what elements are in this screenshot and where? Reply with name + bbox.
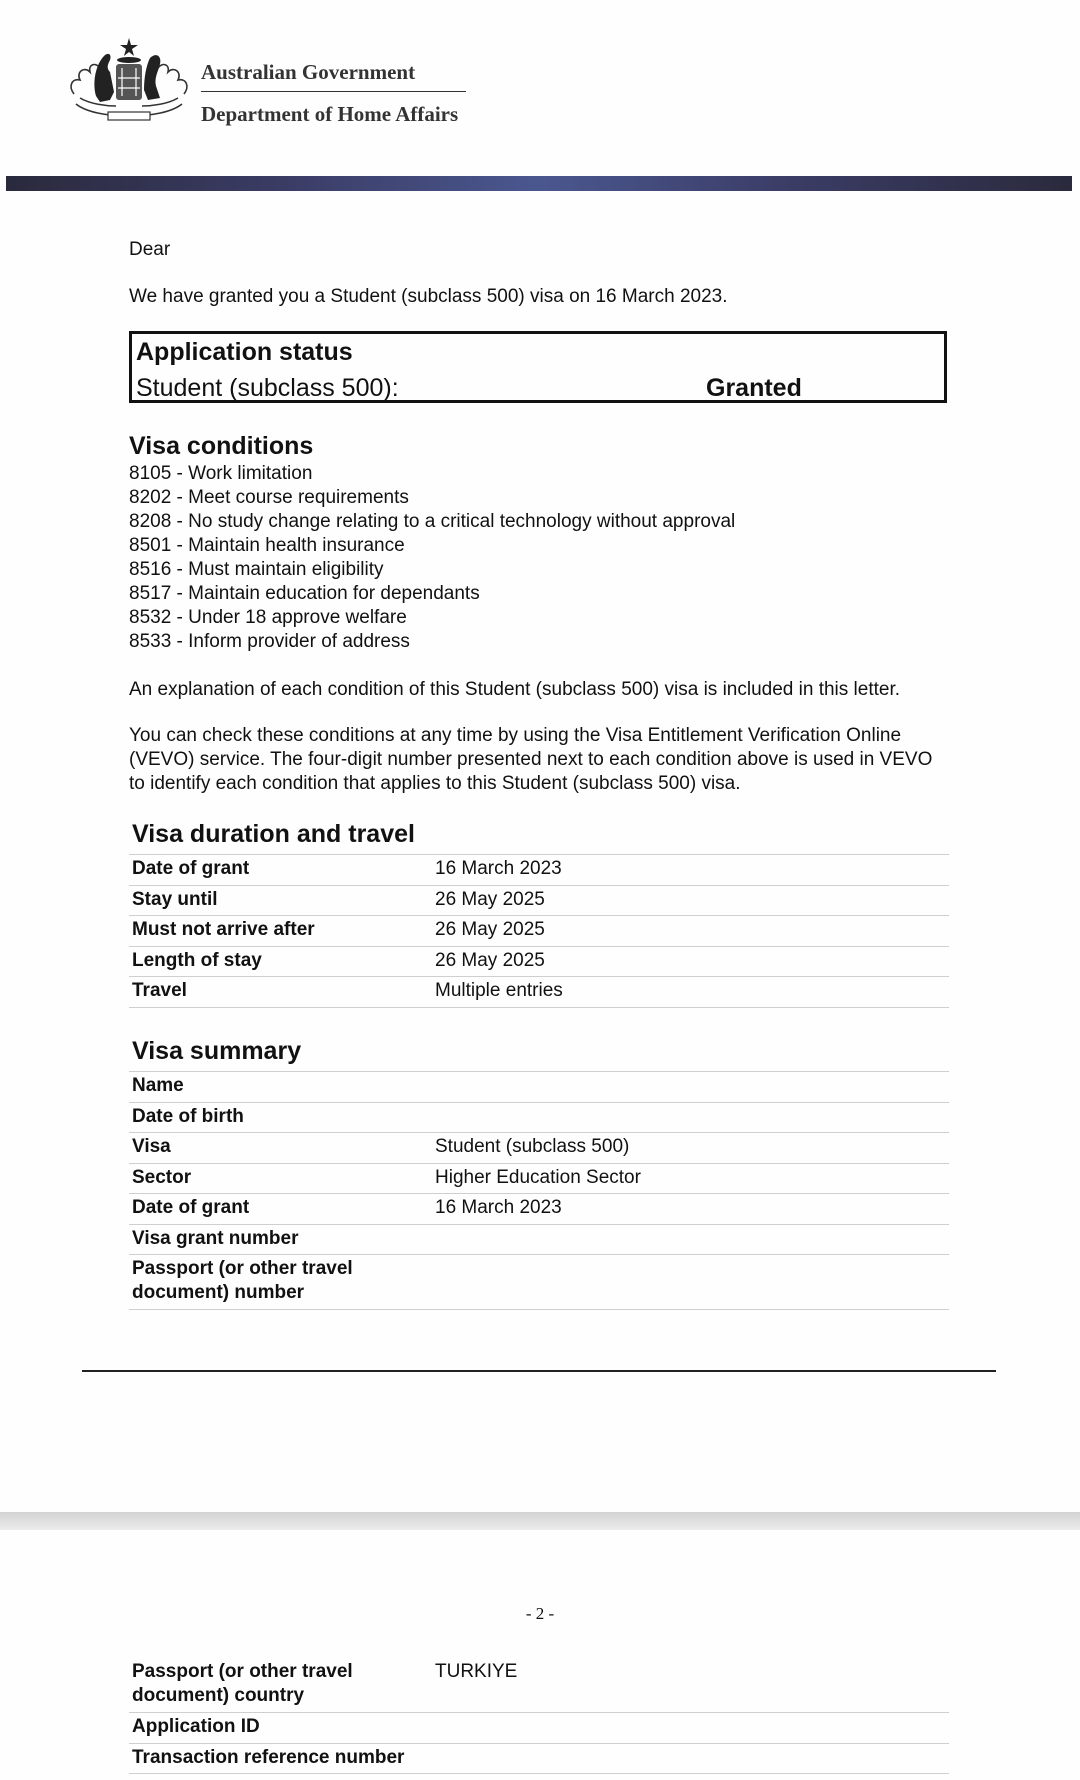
table-row (129, 1712, 949, 1743)
table-row (129, 885, 949, 916)
row-value (435, 1744, 949, 1746)
row-value: TURKIYE (435, 1661, 518, 1682)
row-label: Application ID (132, 1716, 260, 1737)
row-value: 26 May 2025 (435, 919, 545, 940)
row-value (392, 1255, 949, 1257)
row-value: Student (subclass 500) (435, 1136, 630, 1157)
table-row (129, 1224, 949, 1255)
row-label: Date of birth (132, 1105, 244, 1127)
row-label: Passport (or other travel document) number (132, 1258, 353, 1303)
table-row (129, 1071, 949, 1102)
row-label: Must not arrive after (132, 919, 315, 940)
application-status-box (129, 331, 947, 403)
grant-intro: We have granted you a Student (subclass 500) visa on 16 March 2023. (129, 286, 728, 307)
list-item: 8202 - Meet course requirements (129, 487, 409, 508)
row-label: Date of grant (132, 1197, 250, 1218)
table-row (129, 1743, 949, 1775)
table-row (129, 1163, 949, 1194)
row-label: Sector (132, 1166, 192, 1188)
visa-summary-table (129, 1071, 949, 1310)
row-label: Stay until (132, 888, 218, 910)
page-number: - 2 - (525, 1604, 555, 1623)
table-row (129, 946, 949, 977)
list-item: 8501 - Maintain health insurance (129, 535, 405, 556)
row-value (435, 1713, 949, 1715)
visa-duration-table (129, 854, 949, 1008)
row-value: Multiple entries (435, 980, 563, 1001)
row-value: 26 May 2025 (435, 949, 545, 971)
vevo-note: You can check these conditions at any time by using the Visa Entitlement Verification Online (VEVO) service. The four-digit number presented next to each condition above is used in VEVO to identify each condition that applies to this Student (subclass 500) visa. (129, 725, 933, 794)
row-value: 26 May 2025 (435, 888, 545, 910)
list-item: 8517 - Maintain education for dependants (129, 583, 480, 604)
table-row (129, 1193, 949, 1224)
application-status-label: Student (subclass 500): (136, 374, 399, 402)
row-label: Visa grant number (132, 1227, 299, 1249)
visa-conditions-list (129, 462, 735, 654)
row-value (435, 1072, 949, 1074)
list-item: 8532 - Under 18 approve welfare (129, 607, 407, 628)
letterhead (66, 34, 486, 129)
table-row (129, 915, 949, 946)
letter-page-2 (0, 1530, 1080, 1780)
visa-summary-continued-table (129, 1658, 949, 1774)
row-value: 16 March 2023 (435, 858, 562, 879)
row-label: Passport (or other travel document) country (132, 1661, 353, 1706)
visa-summary-title: Visa summary (132, 1037, 302, 1065)
application-status-value: Granted (706, 374, 802, 402)
row-value (435, 1103, 949, 1105)
row-label: Travel (132, 980, 187, 1001)
table-row (129, 1132, 949, 1163)
table-row (129, 1254, 949, 1310)
header-banner (6, 176, 1072, 191)
government-name: Australian Government (201, 60, 466, 92)
list-item: 8208 - No study change relating to a critical technology without approval (129, 511, 736, 532)
table-row (129, 1658, 949, 1712)
row-value: Higher Education Sector (435, 1166, 641, 1188)
list-item: 8533 - Inform provider of address (129, 631, 410, 652)
footer-rule (82, 1370, 996, 1372)
visa-conditions-title: Visa conditions (129, 432, 314, 460)
row-label: Visa (132, 1136, 171, 1157)
row-label: Date of grant (132, 858, 250, 879)
application-status-title: Application status (136, 338, 353, 366)
page-separator (0, 1512, 1080, 1530)
row-label: Transaction reference number (132, 1746, 405, 1768)
department-name: Department of Home Affairs (201, 102, 459, 126)
list-item: 8516 - Must maintain eligibility (129, 559, 384, 580)
table-row (129, 976, 949, 1008)
greeting: Dear (129, 239, 171, 260)
row-value (435, 1225, 949, 1227)
row-value: 16 March 2023 (435, 1197, 562, 1218)
visa-duration-title: Visa duration and travel (132, 820, 415, 848)
row-label: Name (132, 1075, 184, 1096)
row-label: Length of stay (132, 949, 262, 971)
list-item: 8105 - Work limitation (129, 463, 313, 484)
coat-of-arms-icon (66, 34, 192, 126)
table-row (129, 854, 949, 885)
table-row (129, 1102, 949, 1133)
conditions-explanation: An explanation of each condition of this Student (subclass 500) visa is included in this letter. (129, 679, 901, 700)
